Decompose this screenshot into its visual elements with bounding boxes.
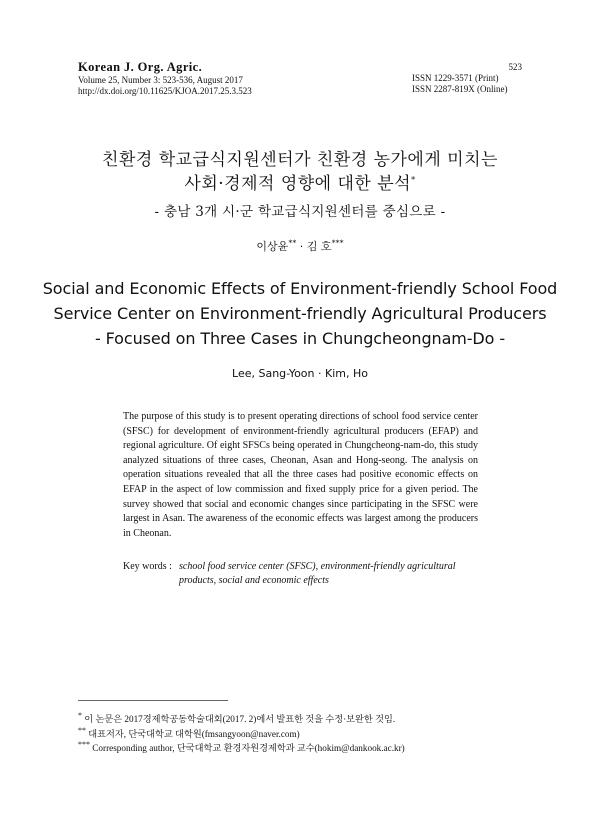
korean-title-line1: 친환경 학교급식지원센터가 친환경 농가에게 미치는 (102, 150, 498, 170)
footnote-1: * 이 논문은 2017경제학공동학술대회(2017. 2)에서 발표한 것을 수정·보완한 것임. (78, 710, 396, 724)
issn-block (412, 73, 532, 95)
footnote-2: ** 대표저자, 단국대학교 대학원(fmsangyoon@naver.com) (78, 725, 300, 739)
issn-online: ISSN 2287-819X (Online) (412, 84, 508, 94)
page-number: 523 (508, 62, 522, 72)
english-title (40, 276, 560, 351)
english-subtitle: - Focused on Three Cases in Chungcheongnam-Do - (94, 329, 505, 348)
footnote-3: *** Corresponding author, 단국대학교 환경자원경제학과 교수(hokim@dankook.ac.kr) (78, 739, 405, 753)
footnote-divider (78, 700, 228, 701)
korean-authors (40, 238, 560, 254)
volume-line: Volume 25, Number 3: 523-536, August 2017 (78, 75, 243, 85)
author2-korean: 김 호 (306, 240, 332, 253)
korean-title (40, 148, 560, 196)
journal-name: Korean J. Org. Agric. (78, 60, 203, 74)
footnotes (78, 712, 538, 756)
title-footnote-mark: * (411, 175, 416, 185)
issn-print: ISSN 1229-3571 (Print) (412, 73, 499, 83)
english-title-line1: Social and Economic Effects of Environment-friendly School Food (42, 279, 558, 298)
keywords-label: Key words : (123, 561, 172, 572)
author1-korean: 이상윤 (256, 240, 289, 253)
korean-title-line2: 사회·경제적 영향에 대한 분석* (184, 174, 416, 194)
keywords (123, 560, 483, 588)
author2-mark: *** (331, 238, 344, 248)
english-title-line2: Service Center on Environment-friendly Agricultural Producers (53, 304, 547, 323)
english-authors: Lee, Sang-Yoon · Kim, Ho (232, 367, 368, 380)
journal-header (78, 60, 338, 97)
author-separator: · (296, 240, 307, 253)
author1-mark: ** (288, 238, 297, 248)
keywords-text: school food service center (SFSC), environment-friendly agricultural products, social and economic effects (179, 561, 456, 586)
korean-subtitle: - 충남 3개 시·군 학교급식지원센터를 중심으로 - (154, 204, 446, 220)
doi-link[interactable]: http://dx.doi.org/10.11625/KJOA.2017.25.3.523 (78, 86, 252, 96)
abstract: The purpose of this study is to present operating directions of school food service center (SFSC) for development of environment-friendly agricultural producers (EFAP) and regional agriculture. Of eight SFSCs being operated in Chungcheong-nam-do, this study analyzed situations of three cases, Cheonan, Asan and Hong-seong. The analysis on operation situations revealed that all the three cases had positive economic effects on EFAP in the aspect of low commission and fixed supply price for a given period. The survey showed that social and economic changes since participating in the SFSC were largest in Asan. The awareness of the economic effects was largest among the producers in Cheonan. (123, 411, 478, 539)
